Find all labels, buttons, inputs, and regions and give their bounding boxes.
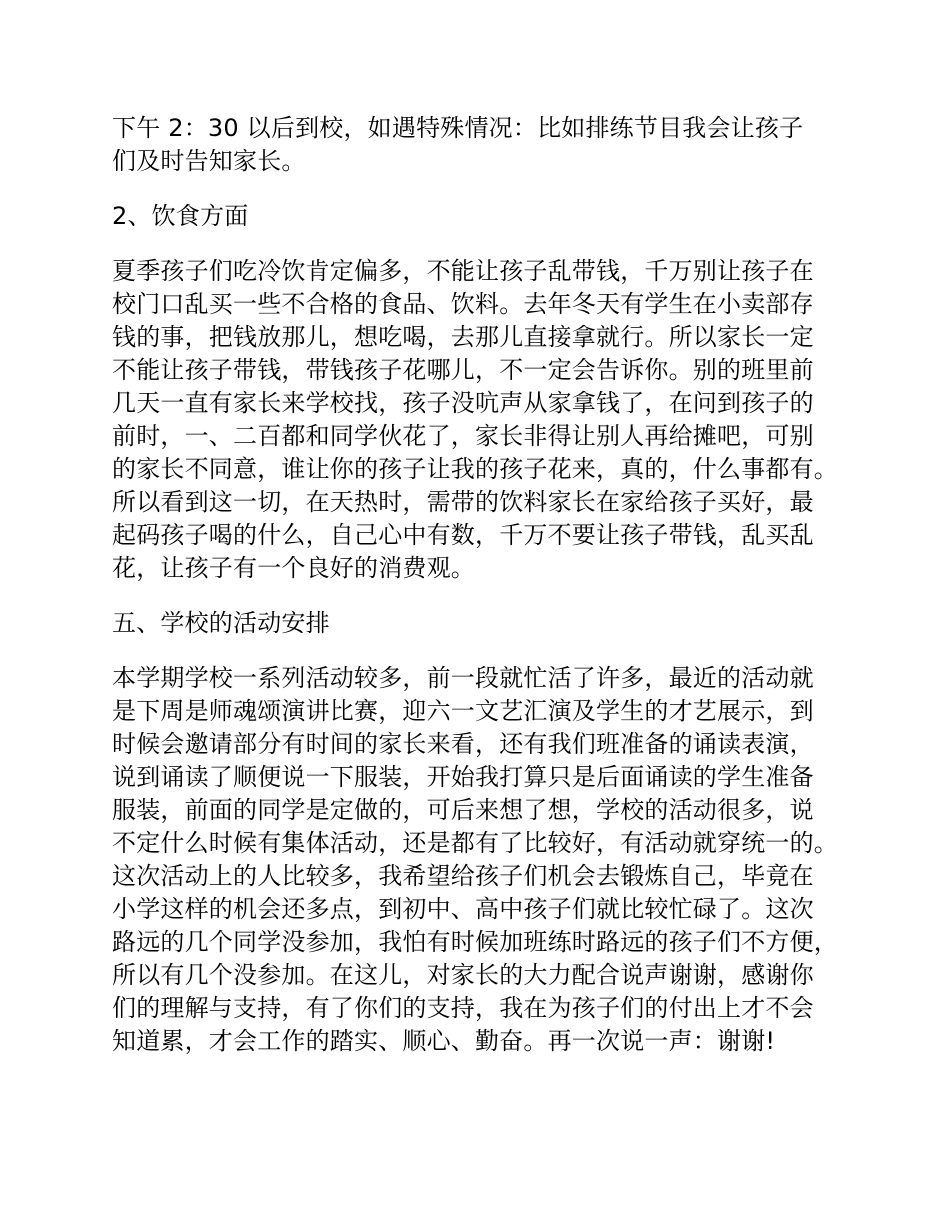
text-line: 花，让孩子有一个良好的消费观。: [112, 554, 475, 582]
text-line: 所以有几个没参加。在这儿，对家长的大力配合说声谢谢，感谢你: [112, 961, 814, 989]
text-line: 几天一直有家长来学校找，孩子没吭声从家拿钱了，在问到孩子的: [112, 389, 814, 417]
text-line: 校门口乱买一些不合格的食品、饮料。去年冬天有学生在小卖部存: [112, 290, 814, 318]
document-page: [112, 112, 860, 1058]
text-line: 本学期学校一系列活动较多，前一段就忙活了许多，最近的活动就: [112, 664, 814, 692]
text-line: 说到诵读了顺便说一下服装，开始我打算只是后面诵读的学生准备: [112, 763, 814, 791]
text-line: 前时，一、二百都和同学伙花了，家长非得让别人再给摊吧，可别: [112, 422, 814, 450]
paragraph-diet: [112, 255, 860, 585]
text-line: 不能让孩子带钱，带钱孩子花哪儿，不一定会告诉你。别的班里前: [112, 356, 814, 384]
text-line: 不定什么时候有集体活动，还是都有了比较好，有活动就穿统一的。: [112, 829, 838, 857]
text-line: 知道累，才会工作的踏实、顺心、勤奋。再一次说一声：谢谢!: [112, 1027, 776, 1055]
paragraph-activities: [112, 662, 860, 1058]
paragraph-arrival-time: [112, 112, 860, 178]
text-line: 夏季孩子们吃冷饮肯定偏多，不能让孩子乱带钱，千万别让孩子在: [112, 257, 814, 285]
section-heading-diet: 2、饮食方面: [112, 202, 249, 230]
text-line: 下午 2：30 以后到校，如遇特殊情况：比如排练节目我会让孩子: [112, 114, 804, 142]
text-line: 是下周是师魂颂演讲比赛，迎六一文艺汇演及学生的才艺展示，到: [112, 697, 814, 725]
text-line: 的家长不同意，谁让你的孩子让我的孩子花来，真的，什么事都有。: [112, 455, 838, 483]
text-line: 所以看到这一切，在天热时，需带的饮料家长在家给孩子买好，最: [112, 488, 814, 516]
section-heading-activities: 五、学校的活动安排: [112, 609, 330, 637]
text-line: 时候会邀请部分有时间的家长来看，还有我们班准备的诵读表演，: [112, 730, 814, 758]
text-line: 路远的几个同学没参加，我怕有时候加班练时路远的孩子们不方便，: [112, 928, 838, 956]
text-line: 起码孩子喝的什么，自己心中有数，千万不要让孩子带钱，乱买乱: [112, 521, 814, 549]
text-line: 钱的事，把钱放那儿，想吃喝，去那儿直接拿就行。所以家长一定: [112, 323, 814, 351]
text-line: 服装，前面的同学是定做的，可后来想了想，学校的活动很多，说: [112, 796, 814, 824]
text-line: 小学这样的机会还多点，到初中、高中孩子们就比较忙碌了。这次: [112, 895, 814, 923]
text-line: 们的理解与支持，有了你们的支持，我在为孩子们的付出上才不会: [112, 994, 814, 1022]
text-line: 这次活动上的人比较多，我希望给孩子们机会去锻炼自己，毕竟在: [112, 862, 814, 890]
text-line: 们及时告知家长。: [112, 147, 306, 175]
